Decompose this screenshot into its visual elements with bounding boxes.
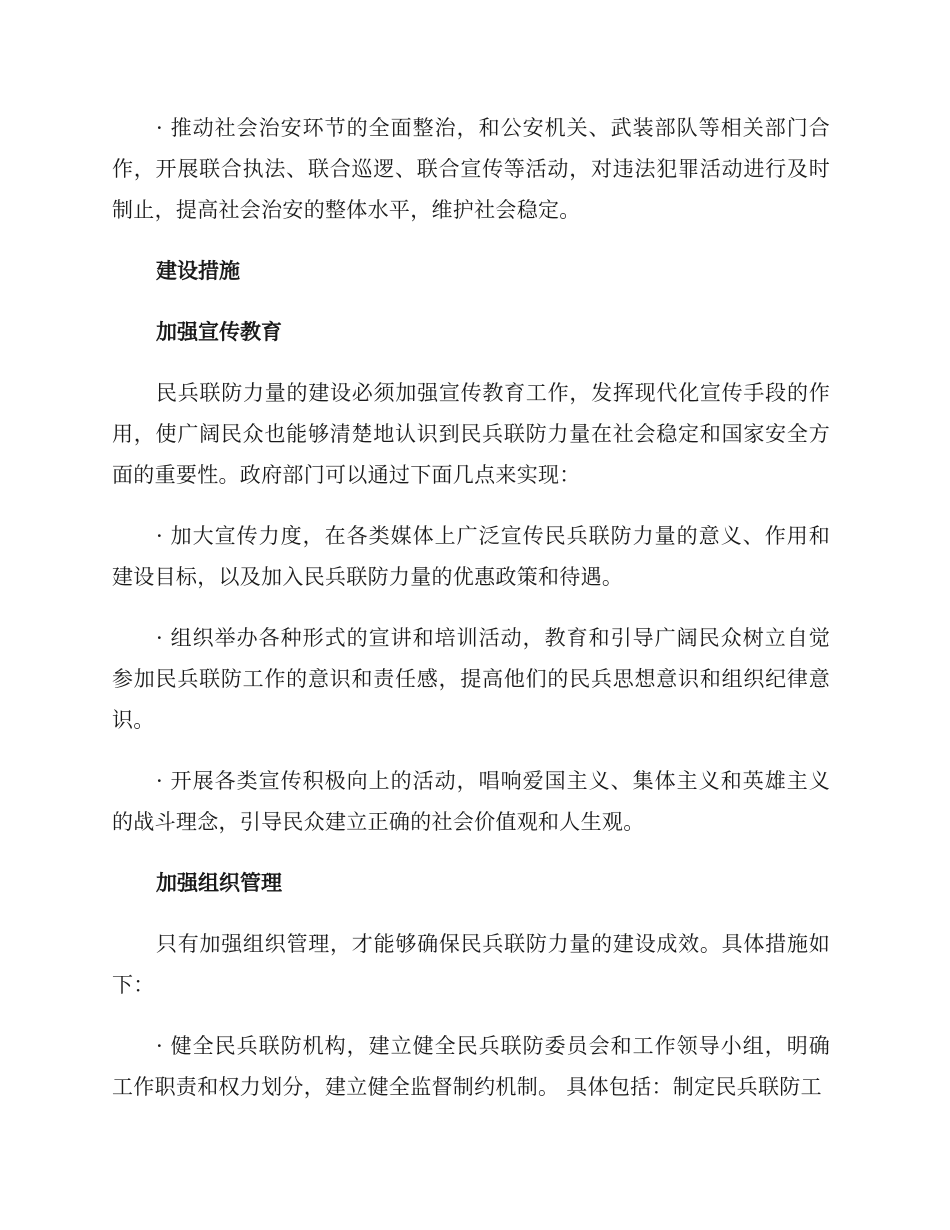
paragraph-bullet-publicity-strength: · 加大宣传力度，在各类媒体上广泛宣传民兵联防力量的意义、作用和建设目标，以及加入民兵联防力量的优惠政策和待遇。 bbox=[112, 524, 830, 589]
paragraph-publicity-intro: 民兵联防力量的建设必须加强宣传教育工作，发挥现代化宣传手段的作用，使广阔民众也能够清楚地认识到民兵联防力量在社会稳定和国家安全方面的重要性。政府部门可以通过下面几点来实现： bbox=[112, 381, 830, 487]
paragraph-organization-intro: 只有加强组织管理，才能够确保民兵联防力量的建设成效。具体措施如下： bbox=[112, 932, 830, 997]
paragraph-bullet-training-activities: · 组织举办各种形式的宣讲和培训活动，教育和引导广阔民众树立自觉参加民兵联防工作的意识和责任感，提高他们的民兵思想意识和组织纪律意识。 bbox=[112, 626, 830, 732]
subsection-heading-organization-management: 加强组织管理 bbox=[156, 871, 282, 895]
paragraph-bullet-positive-activities: · 开展各类宣传积极向上的活动，唱响爱国主义、集体主义和英雄主义的战斗理念，引导民众建立正确的社会价值观和人生观。 bbox=[112, 769, 830, 834]
document-body bbox=[112, 108, 830, 1128]
paragraph-bullet-militia-institutions: · 健全民兵联防机构，建立健全民兵联防委员会和工作领导小组，明确工作职责和权力划分，建立健全监督制约机制。 具体包括：制定民兵联防工 bbox=[112, 1034, 830, 1099]
paragraph-public-security-rectification: · 推动社会治安环节的全面整治，和公安机关、武装部队等相关部门合作，开展联合执法、联合巡逻、联合宣传等活动，对违法犯罪活动进行及时制止，提高社会治安的整体水平，维护社会稳定。 bbox=[112, 116, 830, 222]
subsection-heading-publicity-education: 加强宣传教育 bbox=[156, 320, 282, 344]
section-heading-construction-measures: 建设措施 bbox=[156, 259, 240, 283]
